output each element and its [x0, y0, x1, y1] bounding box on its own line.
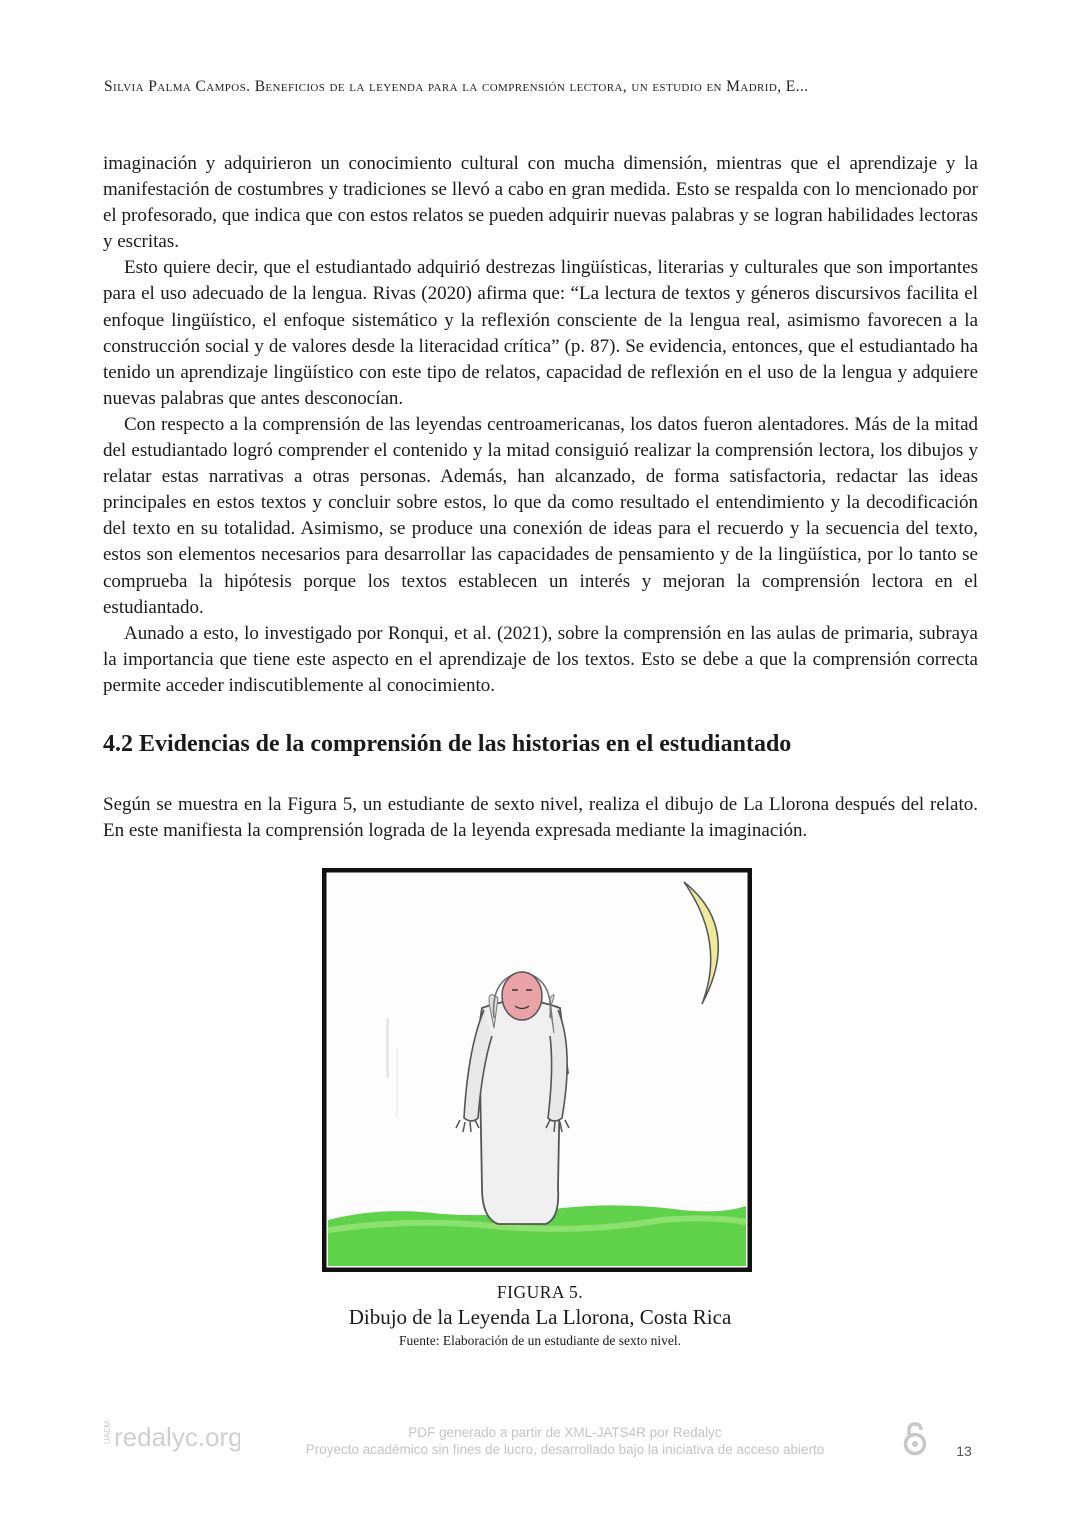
running-header: Silvia Palma Campos. Beneficios de la leyenda para la comprensión lectora, un estudio en Madrid, E...: [104, 78, 809, 95]
llorona-drawing: [322, 868, 752, 1272]
paragraph: Aunado a esto, lo investigado por Ronqui, et al. (2021), sobre la comprensión en las aulas de primaria, subraya la importancia que tiene este aspecto en el aprendizaje de los textos. Esto se debe a que la comprensión correcta permite acceder indiscutiblemente al conocimiento.: [103, 622, 978, 696]
page-number: 13: [956, 1443, 972, 1459]
section-heading: 4.2 Evidencias de la comprensión de las historias en el estudiantado: [103, 731, 792, 757]
footer-line-1: PDF generado a partir de XML-JATS4R por Redalyc: [408, 1425, 722, 1440]
section-intro: Según se muestra en la Figura 5, un estudiante de sexto nivel, realiza el dibujo de La Llorona después del relato. En este manifiesta la comprensión lograda de la leyenda expresada mediante la imaginación.: [103, 794, 978, 842]
paragraph: Con respecto a la comprensión de las leyendas centroamericanas, los datos fueron alentadores. Más de la mitad del estudiantado logró comprender el contenido y la mitad consiguió realizar la comprensión lectora, los dibujos y relatar estas narrativas a otras personas. Además, han alcanzado, de forma satisfactoria, redactar las ideas principales en estos textos y concluir sobre estos, lo que da como resultado el entendimiento y la decodificación del texto en su totalidad. Asimismo, se produce una conexión de ideas para el recuerdo y la secuencia del texto, estos son elementos necesarios para desarrollar las capacidades de pensamiento y de la lingüística, por lo tanto se comprueba la hipótesis porque los textos establecen un interés y mejoran la comprensión lectora en el estudiantado.: [103, 413, 978, 618]
figure-label: FIGURA 5.: [496, 1282, 584, 1302]
redalyc-logo-icon: [100, 1420, 240, 1454]
logo-prefix: UAEM: [103, 1420, 112, 1444]
faint-mark: [396, 1048, 398, 1118]
footer-text: [270, 1424, 860, 1458]
paragraph: imaginación y adquirieron un conocimiento cultural con mucha dimensión, mientras que el aprendizaje y la manifestación de costumbres y tradiciones se llevó a cabo en gran medida. Esto se respalda con lo mencionado por el profesorado, que indica que con estos relatos se pueden adquirir nuevas palabras y se logran habilidades lectoras y escritas.: [103, 153, 978, 253]
paragraph: Esto quiere decir, que el estudiantado adquirió destrezas lingüísticas, literarias y culturales que son importantes para el uso adecuado de la lengua. Rivas (2020) afirma que: “La lectura de textos y géneros discursivos facilita el enfoque lingüístico, el enfoque sistemático y la reflexión consciente de la lengua real, asimismo favorecen a la construcción social y de valores desde la literacidad crítica” (p. 87). Se evidencia, entonces, que el estudiantado ha tenido un aprendizaje lingüístico con este tipo de relatos, capacidad de reflexión en el uso de la lengua y adquiere nuevas palabras que antes desconocían.: [103, 257, 978, 409]
faint-mark: [386, 1018, 389, 1078]
figure-source: Fuente: Elaboración de un estudiante de sexto nivel.: [399, 1333, 681, 1348]
logo-text: redalyc.org: [114, 1422, 240, 1452]
open-access-icon: [900, 1421, 930, 1457]
figure-drawing: [322, 868, 752, 1272]
figure-caption: Dibujo de la Leyenda La Llorona, Costa Rica: [348, 1305, 732, 1329]
body-text: [103, 151, 978, 699]
footer-line-2: Proyecto académico sin fines de lucro, desarrollado bajo la iniciativa de acceso abierto: [305, 1442, 825, 1457]
face-drawing: [502, 972, 542, 1020]
redalyc-logo[interactable]: [100, 1420, 240, 1454]
